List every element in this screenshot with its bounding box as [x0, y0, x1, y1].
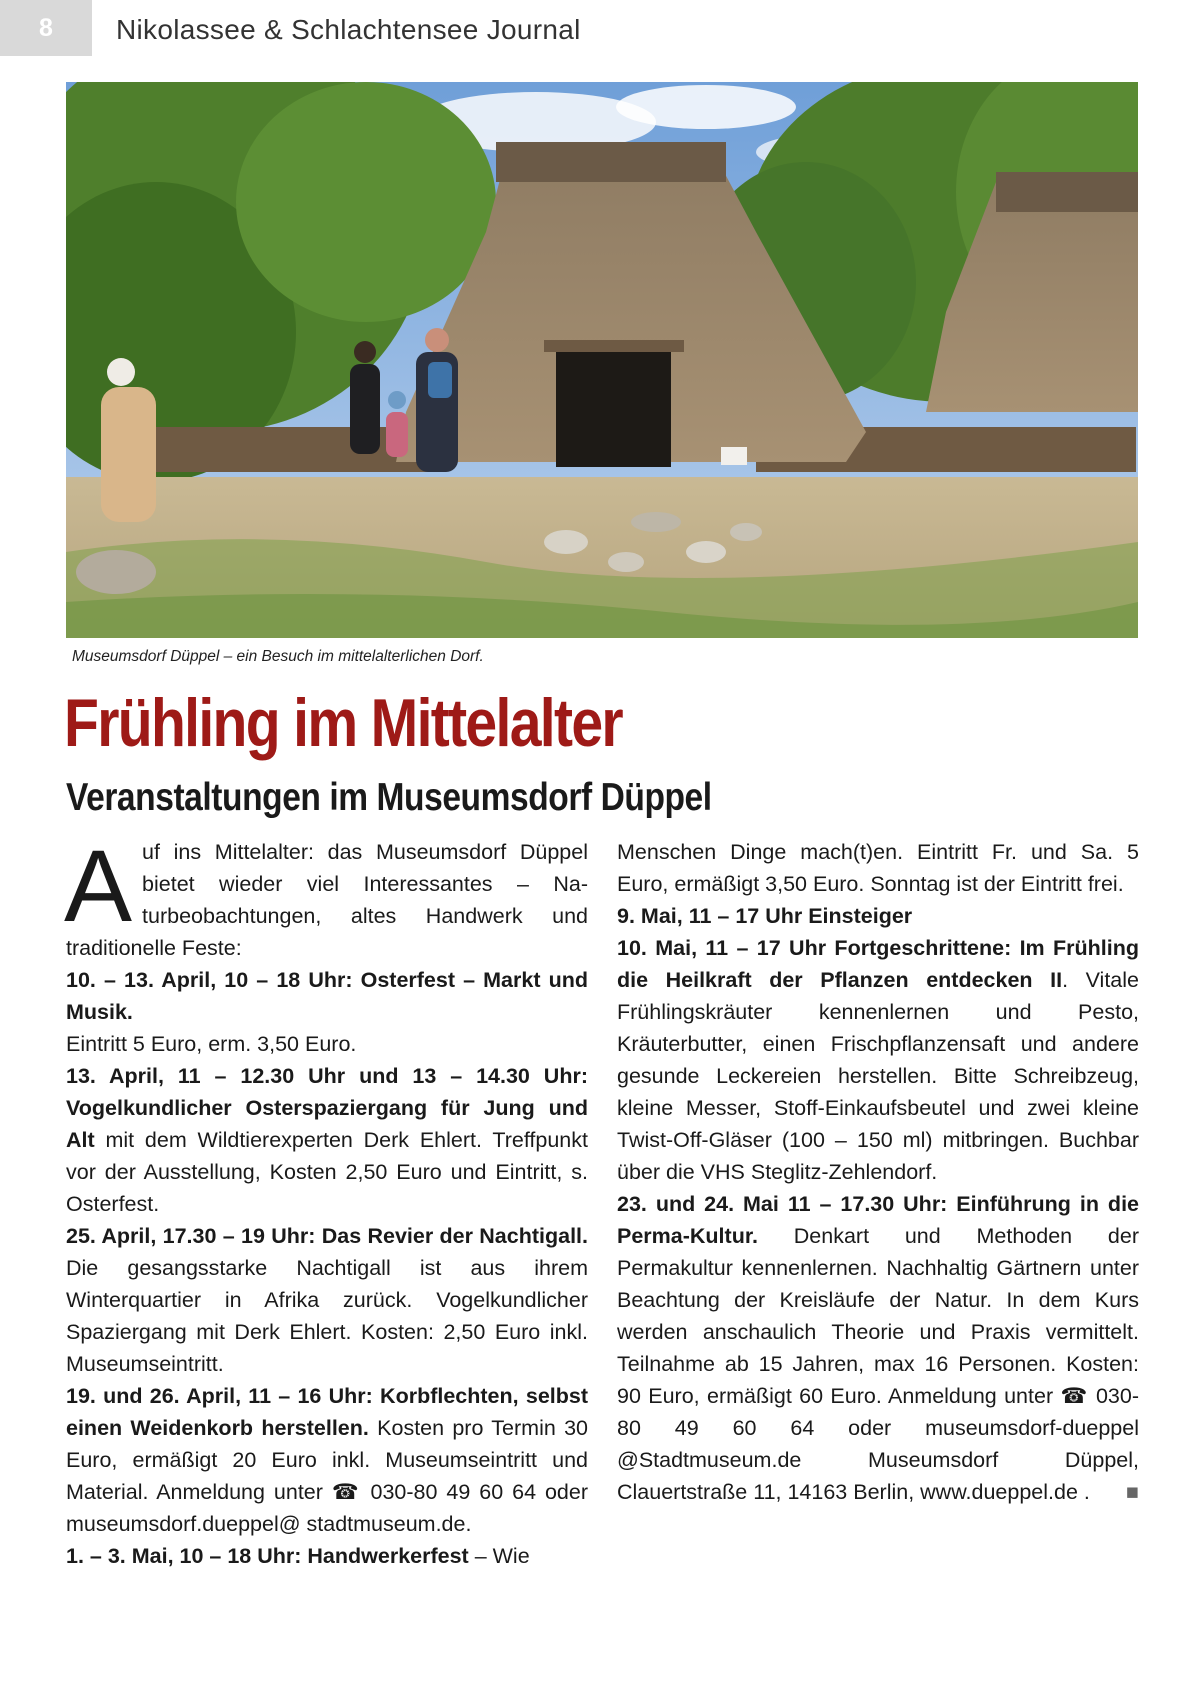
- paragraph: Auf ins Mittelalter: das Museumsdorf Düppel bietet wieder viel Interessantes – Naturbeobachtungen, altes Handwerk und traditionelle Feste:: [64, 829, 588, 960]
- photo-caption: Museumsdorf Düppel – ein Besuch im mittelalterlichen Dorf.: [72, 648, 484, 665]
- journal-title: Nikolassee & Schlachtensee Journal: [116, 14, 581, 45]
- end-mark-icon: ■: [1126, 1480, 1139, 1504]
- village-photo-icon: [66, 82, 1138, 638]
- paragraph: 9. Mai, 11 – 17 Uhr Einsteiger: [617, 904, 913, 928]
- article-photo: [66, 82, 1138, 638]
- paragraph: 1. – 3. Mai, 10 – 18 Uhr: Handwerkerfest – Wie: [66, 1544, 530, 1568]
- article-headline: Frühling im Mittelalter: [64, 685, 622, 761]
- article-subheadline: Veranstaltungen im Museumsdorf Düppel: [66, 776, 712, 819]
- page-number-text: 8: [39, 13, 53, 42]
- paragraph: 13. April, 11 – 12.30 Uhr und 13 – 14.30 Uhr: Vogelkundlicher Osterspaziergang für Jung und Alt mit dem Wildtierexperten Derk Ehlert. Treffpunkt vor der Ausstellung, Kosten 2,50 Euro und Eintritt, s. Osterfest.: [66, 1064, 588, 1216]
- drop-cap: A: [64, 829, 133, 943]
- paragraph: 10. Mai, 11 – 17 Uhr Fortgeschrittene: Im Frühling die Heilkraft der Pflanzen entdecken II. Vitale Frühlingskräuter kennenlernen und Pesto, Kräuterbutter, einen Frischpflanzensaft und andere gesunde Leckereien herstellen. Bitte Schreibzeug, kleine Messer, Stoff-Einkaufsbeutel und zwei kleine Twist-Off-Gläser (100 – 150 ml) mitbringen. Buchbar über die VHS Steglitz-Zehlendorf.: [617, 936, 1139, 1184]
- page-number: [0, 0, 92, 56]
- paragraph: 25. April, 17.30 – 19 Uhr: Das Revier der Nachtigall. Die gesangsstarke Nachtigall ist aus ihrem Winterquartier in Afrika zurück. Vogelkundlicher Spaziergang mit Derk Ehlert. Kosten: 2,50 Euro inkl. Museumseintritt.: [66, 1224, 588, 1376]
- article-column-left: [64, 829, 588, 1572]
- paragraph: Menschen Dinge mach(t)en. Eintritt Fr. und Sa. 5 Euro, ermäßigt 3,50 Euro. Sonntag ist der Eintritt frei.: [617, 840, 1139, 896]
- paragraph: 10. – 13. April, 10 – 18 Uhr: Osterfest – Markt und Musik.: [66, 968, 588, 1024]
- article-column-right: [617, 836, 1139, 1508]
- paragraph: 19. und 26. April, 11 – 16 Uhr: Korbflechten, selbst einen Weidenkorb herstellen. Kosten pro Termin 30 Euro, ermäßigt 20 Euro inkl. Museumseintritt und Material. Anmeldung unter ☎ 030-80 49 60 64 oder museumsdorf.dueppel@ stadtmuseum.de.: [66, 1384, 588, 1536]
- paragraph: Eintritt 5 Euro, erm. 3,50 Euro.: [66, 1032, 357, 1056]
- paragraph: 23. und 24. Mai 11 – 17.30 Uhr: Einführung in die Perma-Kultur. Denkart und Methoden der Permakultur kennenlernen. Nachhaltig Gärtnern unter Beachtung der Kreisläufe der Natur. In dem Kurs werden anschaulich Theorie und Praxis vermittelt. Teilnahme ab 15 Jahren, max 16 Personen. Kosten: 90 Euro, ermäßigt 60 Euro. Anmeldung unter ☎ 030-80 49 60 64 oder museumsdorf-dueppel @Stadtmuseum.de Museumsdorf Düppel, Clauertstraße 11, 14163 Berlin, www.dueppel.de . ■: [617, 1188, 1139, 1508]
